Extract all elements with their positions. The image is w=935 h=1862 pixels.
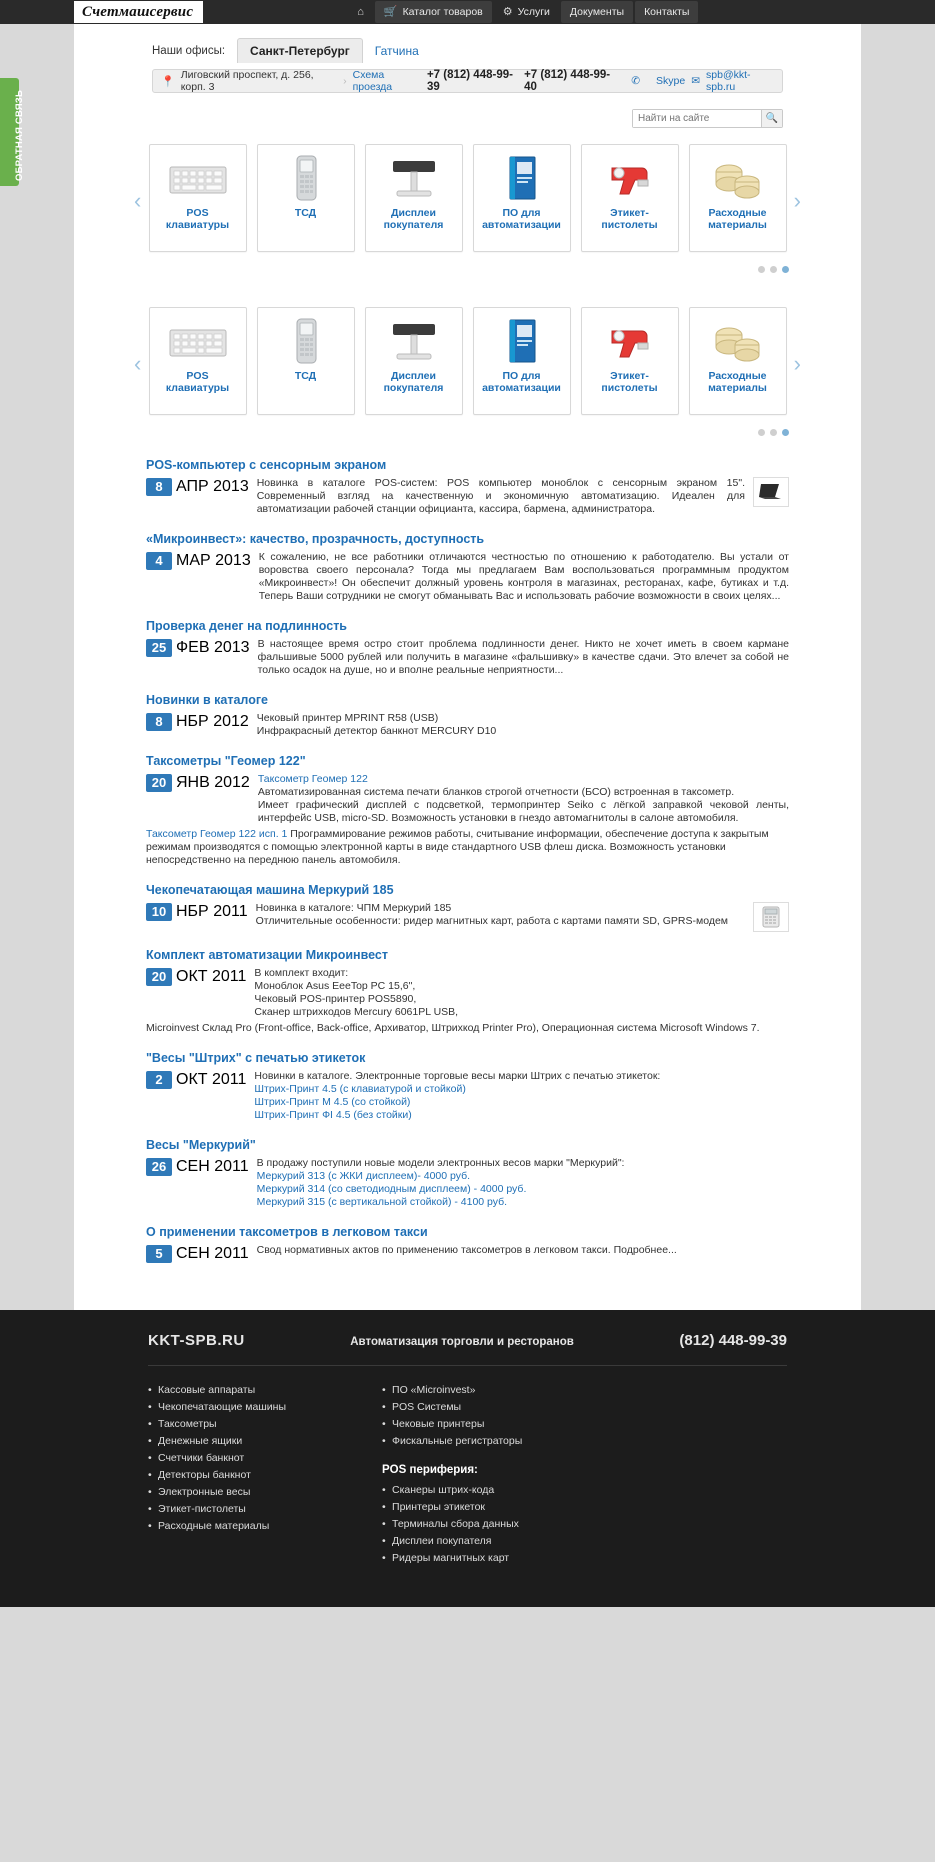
search-input[interactable] [633, 110, 761, 127]
category-card-label: Дисплеи покупателя [383, 207, 444, 231]
news-item [146, 883, 789, 932]
label-gun-icon [582, 308, 678, 370]
carousel-dot-2[interactable] [770, 429, 777, 436]
email-link[interactable]: spb@kkt-spb.ru [706, 69, 751, 93]
news-line: Чековый POS-принтер POS5890, [254, 993, 417, 1005]
category-card-pos-keyboards[interactable] [149, 307, 247, 415]
news-text [257, 712, 789, 738]
customer-display-icon [366, 145, 462, 207]
news-product-link[interactable]: Штрих-Принт ФI 4.5 (без стойки) [254, 1109, 412, 1121]
news-item [146, 1138, 789, 1209]
footer-phone: (812) 448-99-39 [679, 1332, 787, 1349]
news-year: 2011 [213, 903, 248, 920]
footer-columns [148, 1366, 787, 1567]
label-gun-icon [582, 145, 678, 207]
news-item [146, 532, 789, 603]
carousel-bottom-prev[interactable]: ‹ [134, 351, 142, 376]
news-date [146, 712, 249, 731]
search-icon: 🔍 [765, 113, 779, 124]
news-item [146, 754, 789, 867]
news-date [146, 638, 250, 657]
map-link[interactable]: Схема проезда [352, 69, 393, 93]
news-extra [146, 1022, 789, 1035]
footer-link[interactable]: • Этикет-пистолеты [148, 1501, 286, 1518]
category-card-consumables[interactable] [689, 144, 787, 252]
carousel-bottom-cards [74, 307, 861, 415]
news-product-link[interactable]: Таксометр Геомер 122 исп. 1 [146, 828, 288, 840]
content-sheet [74, 24, 861, 1310]
carousel-dot-1[interactable] [758, 429, 765, 436]
news-day: 5 [146, 1245, 172, 1263]
office-address: Лиговский проспект, д. 256, корп. 3 [180, 69, 314, 93]
news-line: Новинки в каталоге. Электронные торговые весы марки Штрих с печатью этикеток: [254, 1070, 661, 1082]
news-month: НБР [176, 903, 209, 920]
news-day: 8 [146, 478, 172, 496]
carousel-top-next[interactable]: › [793, 188, 801, 213]
category-card-label-guns[interactable] [581, 144, 679, 252]
news-product-link[interactable]: Штрих-Принт М 4.5 (со стойкой) [254, 1096, 411, 1108]
skype-icon: ✆ [631, 75, 641, 87]
category-card-label: ПО для автоматизации [482, 370, 561, 394]
news-day: 25 [146, 639, 172, 657]
news-text [254, 1070, 789, 1122]
news-year: 2011 [214, 1158, 249, 1175]
nav-contacts-label: Контакты [644, 6, 690, 18]
news-title[interactable]: "Весы "Штрих" с печатью этикеток [146, 1051, 366, 1065]
nav-home[interactable] [348, 2, 373, 23]
feedback-tab[interactable] [0, 78, 25, 186]
footer-link[interactable]: • Чековые принтеры [382, 1416, 522, 1433]
nav-services[interactable] [494, 1, 559, 23]
news-product-link[interactable]: Меркурий 315 (с вертикальной стойкой) - 4100 руб. [256, 1196, 508, 1208]
news-month: СЕН [176, 1245, 210, 1262]
carousel-dot-3[interactable] [782, 429, 789, 436]
footer-link[interactable]: • Счетчики банкнот [148, 1450, 286, 1467]
footer-brand: KKT-SPB.RU [148, 1332, 245, 1349]
news-product-link[interactable]: Таксометр Геомер 122 [257, 773, 368, 785]
footer-link[interactable]: • ПО «Microinvest» [382, 1382, 522, 1399]
news-date [146, 1244, 249, 1263]
news-date [146, 902, 248, 921]
address-bar [152, 69, 783, 93]
keyboard-icon [150, 308, 246, 370]
category-card-label: Этикет-пистолеты [601, 207, 658, 231]
category-card-tsd[interactable] [257, 144, 355, 252]
nav-documents-label: Документы [569, 6, 625, 18]
news-product-link[interactable]: Меркурий 314 (со светодиодным дисплеем) - 4000 руб. [256, 1183, 527, 1195]
news-day: 10 [146, 903, 172, 921]
news-month: ЯНВ [176, 774, 210, 791]
footer-link[interactable]: • Кассовые аппараты [148, 1382, 286, 1399]
category-card-label: ПО для автоматизации [482, 207, 561, 231]
news-date [146, 551, 251, 570]
news-title[interactable]: «Микроинвест»: качество, прозрачность, доступность [146, 532, 485, 546]
carousel-bottom-next[interactable]: › [793, 351, 801, 376]
news-text: К сожалению, не все работники отличаются честностью по отношению к работодателю. Вы устали от воровства своего персонала? Тогда мы предлагаем Вам воспользоваться программным продуктом «Микроинвест»! Он обеспечит должный уровень контроля в магазинах, ресторанах, кафе, бутиках и т.д. Теперь Ваши сотрудники не смогут обманывать Вас и использовать рабочие возможности в своих целях... [258, 551, 789, 602]
news-month: СЕН [176, 1158, 210, 1175]
paper-rolls-icon [690, 308, 786, 370]
category-card-pos-keyboards[interactable] [149, 144, 247, 252]
news-title[interactable]: О применении таксометров в легковом такси [146, 1225, 428, 1239]
news-item [146, 458, 789, 516]
office-tab-gatchina[interactable]: Гатчина [374, 43, 419, 58]
software-box-icon [474, 145, 570, 207]
news-year: 2013 [213, 639, 250, 656]
software-box-icon [474, 308, 570, 370]
footer-link[interactable]: • POS Системы [382, 1399, 522, 1416]
news-month: АПР [176, 478, 209, 495]
news-title[interactable]: Чекопечатающая машина Меркурий 185 [146, 883, 394, 897]
category-card-software[interactable] [473, 307, 571, 415]
skype-link[interactable]: Skype [656, 75, 686, 87]
news-extra [146, 828, 789, 867]
news-date [146, 773, 250, 792]
news-day: 4 [146, 552, 172, 570]
category-card-software[interactable] [473, 144, 571, 252]
category-card-label: Дисплеи покупателя [383, 370, 444, 394]
feedback-tab-label: ОБРАТНАЯ СВЯЗЬ [14, 90, 25, 181]
nav-documents[interactable] [561, 1, 633, 23]
site-logo[interactable]: Счетмашсервис [74, 1, 203, 23]
mercury185-icon [753, 902, 789, 932]
main-nav [348, 1, 698, 23]
category-card-label: POS клавиатуры [165, 207, 230, 231]
news-line: Инфракрасный детектор банкнот MERCURY D10 [256, 725, 497, 737]
address-separator: › [343, 75, 347, 87]
nav-catalog-label: Каталог товаров [402, 6, 483, 18]
news-item [146, 1225, 789, 1263]
phone-primary: +7 (812) 448-99-39 [426, 69, 513, 93]
footer-link[interactable]: • Терминалы сбора данных [382, 1516, 522, 1533]
news-day: 8 [146, 713, 172, 731]
category-card-label-guns[interactable] [581, 307, 679, 415]
carousel-dot-1[interactable] [758, 266, 765, 273]
news-line: Операционная система Microsoft Windows 7. [541, 1022, 760, 1034]
category-card-consumables[interactable] [689, 307, 787, 415]
envelope-icon: ✉ [691, 75, 701, 87]
footer-subtitle-pos-periphery: POS периферия: [382, 1464, 478, 1476]
news-month: ФЕВ [176, 639, 210, 656]
news-item [146, 948, 789, 1035]
footer-column-2 [382, 1382, 522, 1567]
handheld-terminal-icon [258, 308, 354, 370]
category-card-label: Расходные материалы [708, 207, 767, 231]
footer-link[interactable]: • Расходные материалы [148, 1518, 286, 1535]
footer-column-2-list [382, 1382, 522, 1450]
news-text [254, 967, 789, 1019]
offices-row [74, 24, 861, 69]
footer-link[interactable]: • Денежные ящики [148, 1433, 286, 1450]
category-card-label: Этикет-пистолеты [601, 370, 658, 394]
news-month: МАР [176, 552, 211, 569]
footer-link[interactable]: • Чекопечатающие машины [148, 1399, 286, 1416]
news-day: 20 [146, 968, 172, 986]
search-box [632, 109, 783, 128]
news-text: В настоящее время остро стоит проблема подлинности денег. Никто не хочет иметь в своем кармане фальшивые 5000 рублей или получить в магазине «фальшивку» в качестве сдачи. Это влечет за собой не только осадок на душе, но и вполне реальные неприятности... [257, 638, 789, 676]
search-button[interactable] [761, 110, 782, 127]
phone-secondary: +7 (812) 448-99-40 [524, 69, 611, 93]
news-day: 20 [146, 774, 172, 792]
keyboard-icon [150, 145, 246, 207]
category-card-tsd[interactable] [257, 307, 355, 415]
news-date [146, 1157, 249, 1176]
news-day: 26 [146, 1158, 172, 1176]
news-month: ОКТ [176, 968, 208, 985]
news-text [258, 773, 789, 825]
footer-link[interactable]: • Фискальные регистраторы [382, 1433, 522, 1450]
category-card-customer-displays[interactable] [365, 144, 463, 252]
news-title[interactable]: Весы "Меркурий" [146, 1138, 256, 1152]
category-card-customer-displays[interactable] [365, 307, 463, 415]
news-item [146, 693, 789, 738]
news-item [146, 1051, 789, 1122]
news-day: 2 [146, 1071, 172, 1089]
footer-link[interactable]: • Электронные весы [148, 1484, 286, 1501]
customer-display-icon [366, 308, 462, 370]
site-footer [0, 1310, 935, 1607]
home-icon: ⌂ [357, 5, 364, 18]
carousel-dot-3[interactable] [782, 266, 789, 273]
news-line: В комплект входит: [254, 967, 349, 979]
nav-services-label: Услуги [517, 6, 550, 18]
carousel-bottom-dots [74, 415, 861, 436]
news-line: Отличительные особенности: ридер магнитных карт, работа с картами памяти SD, GPRS-модем [255, 915, 729, 927]
news-product-link[interactable]: Меркурий 313 (с ЖКИ дисплеем)- 4000 руб. [256, 1170, 471, 1182]
news-title[interactable]: Проверка денег на подлинность [146, 619, 347, 633]
news-year: 2013 [215, 552, 251, 569]
office-tab-spb[interactable]: Санкт-Петербург [237, 38, 363, 63]
news-text [257, 1157, 789, 1209]
offices-label: Наши офисы: [152, 44, 226, 57]
top-navigation-bar [0, 0, 935, 24]
news-title[interactable]: Комплект автоматизации Микроинвест [146, 948, 388, 962]
category-card-label: ТСД [294, 370, 317, 382]
category-card-label: POS клавиатуры [165, 370, 230, 394]
carousel-top-prev[interactable]: ‹ [134, 188, 142, 213]
news-year: 2011 [212, 1071, 247, 1088]
news-line: Моноблок Asus EeeTop PC 15,6", [254, 980, 416, 992]
news-text: Свод нормативных актов по применению таксометров в легковом такси. Подробнее... [256, 1244, 677, 1256]
nav-catalog[interactable] [375, 1, 492, 23]
news-line: Программирование режимов работы, считывание информации, обеспечение доступа к закрытым режимам производятся с помощью электронной карты в виде стандартного USB флеш диска. Возможность установки непосредственно на переднюю панель автомобиля. [146, 828, 769, 866]
news-year: 2011 [214, 1245, 249, 1262]
carousel-top-cards [74, 144, 861, 252]
footer-top [148, 1332, 787, 1366]
footer-column-1 [148, 1382, 286, 1567]
news-year: 2013 [213, 478, 249, 495]
handheld-terminal-icon [258, 145, 354, 207]
carousel-top-dots [74, 252, 861, 273]
news-text [256, 902, 745, 928]
wrench-icon: ⚙ [502, 5, 513, 18]
footer-link[interactable]: • Сканеры штрих-кода [382, 1482, 522, 1499]
carousel-dot-2[interactable] [770, 266, 777, 273]
footer-link[interactable]: • Ридеры магнитных карт [382, 1550, 522, 1567]
news-list [74, 436, 861, 1289]
news-item [146, 619, 789, 677]
news-text: Новинка в каталоге POS-систем: POS компьютер моноблок с сенсорным экраном 15". Современный взгляд на качественную и экономичную автоматизацию. Идеален для автоматизации рабочей станции официанта, кассира, бармена, администратора. [256, 477, 745, 515]
nav-contacts[interactable] [635, 1, 698, 23]
news-date [146, 1070, 246, 1089]
news-title[interactable]: POS-компьютер с сенсорным экраном [146, 458, 387, 472]
category-card-label: Расходные материалы [708, 370, 767, 394]
news-product-link[interactable]: Штрих-Принт 4.5 (с клавиатурой и стойкой) [254, 1083, 466, 1095]
news-year: 2012 [214, 774, 250, 791]
news-line: Автоматизированная система печати бланков строгой отчетности (БСО) встроенная в таксометр. [257, 786, 735, 798]
news-month: НБР [176, 713, 209, 730]
news-line: В продажу поступили новые модели электронных весов марки "Меркурий": [256, 1157, 625, 1169]
map-pin-icon: 📍 [161, 75, 175, 88]
paper-rolls-icon [690, 145, 786, 207]
category-card-label: ТСД [294, 207, 317, 219]
news-year: 2012 [213, 713, 249, 730]
pos-monoblock-icon [753, 477, 789, 507]
carousel-top [74, 144, 861, 273]
search-row [74, 93, 861, 128]
news-line: Чековый принтер MPRINT R58 (USB) [256, 712, 439, 724]
news-year: 2011 [212, 968, 247, 985]
footer-column-2b-list [382, 1482, 522, 1567]
carousel-bottom [74, 307, 861, 436]
news-line: Сканер штрихкодов Mercury 6061PL USB, [254, 1006, 459, 1018]
footer-slogan: Автоматизация торговли и ресторанов [350, 1336, 574, 1348]
news-date [146, 967, 246, 986]
footer-link[interactable]: • Дисплеи покупателя [382, 1533, 522, 1550]
cart-icon: 🛒 [383, 5, 398, 18]
footer-link[interactable]: • Таксометры [148, 1416, 286, 1433]
footer-link[interactable]: • Принтеры этикеток [382, 1499, 522, 1516]
news-line: Имеет графический дисплей с подсветкой, термопринтер Seiko с лёгкой заправкой чековой ленты, интерфейс USB, micro-SD. Возможность установки в гнездо автомагнитолы в салоне автомобиля. [257, 799, 789, 824]
footer-link[interactable]: • Детекторы банкнот [148, 1467, 286, 1484]
news-title[interactable]: Новинки в каталоге [146, 693, 269, 707]
news-date [146, 477, 249, 496]
news-line: Новинка в каталоге: ЧПМ Меркурий 185 [255, 902, 452, 914]
news-line: Microinvest Склад Pro (Front-office, Back-office, Архиватор, Штрихкод Printer Pro), [146, 1022, 539, 1034]
news-title[interactable]: Таксометры "Геомер 122" [146, 754, 306, 768]
news-month: ОКТ [176, 1071, 208, 1088]
